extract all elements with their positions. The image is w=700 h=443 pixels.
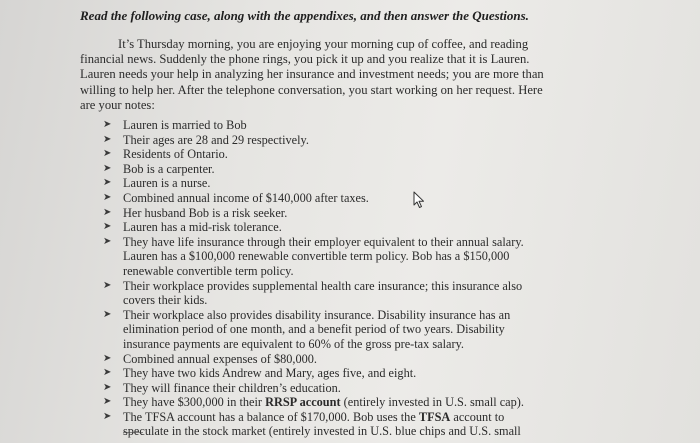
list-item <box>103 176 543 191</box>
page-heading: Read the following case, along with the appendixes, and then answer the Questions. <box>80 8 529 23</box>
mouse-pointer-icon <box>412 191 426 209</box>
arrow-bullet-icon: ➤ <box>103 191 112 203</box>
list-item <box>103 118 543 133</box>
intro-paragraph: It’s Thursday morning, you are enjoying your morning cup of coffee, and reading financial news. Suddenly the phone rings, you pick it up and you realize that it is Lauren. Lauren needs your help in analyzing her insurance and investment needs; you are more than willing to help her. After the telephone conversation, you start working on her request. Here are your notes: <box>80 37 544 112</box>
note-text: Their ages are 28 and 29 respectively. <box>123 132 309 147</box>
arrow-bullet-icon: ➤ <box>103 133 112 145</box>
note-text: Combined annual income of $140,000 after taxes. <box>123 190 369 205</box>
list-item-rrsp <box>103 395 543 410</box>
list-item-tfsa <box>103 410 543 439</box>
cut-off-text-fragment <box>123 432 143 437</box>
arrow-bullet-icon: ➤ <box>103 352 112 364</box>
list-item <box>103 352 543 367</box>
list-item <box>103 162 543 177</box>
note-text: Lauren has a mid-risk tolerance. <box>123 220 282 235</box>
list-item <box>103 191 543 206</box>
arrow-bullet-icon: ➤ <box>103 396 112 408</box>
arrow-bullet-icon: ➤ <box>103 367 112 379</box>
note-text: Lauren is married to Bob <box>123 118 247 132</box>
list-item <box>103 133 543 148</box>
note-text: They will finance their children’s education. <box>123 380 341 395</box>
list-item <box>103 147 543 162</box>
note-text-tfsa <box>123 410 521 439</box>
tfsa-text-before: The TFSA account has a balance of $170,000. Bob uses the <box>123 409 419 424</box>
list-item <box>103 235 543 279</box>
rrsp-account-bold: RRSP account <box>265 395 341 410</box>
note-text: Lauren is a nurse. <box>123 176 211 191</box>
arrow-bullet-icon: ➤ <box>103 221 112 233</box>
arrow-bullet-icon: ➤ <box>103 177 112 189</box>
rrsp-text-after: (entirely invested in U.S. small cap). <box>340 395 524 410</box>
note-text-rrsp <box>123 395 524 409</box>
note-text: They have life insurance through their employer equivalent to their annual salary. Lauren has a $100,000 renewable convertible term policy. Bob has a $150,000 renewable convertible term policy. <box>123 234 524 278</box>
arrow-bullet-icon: ➤ <box>103 148 112 160</box>
arrow-bullet-icon: ➤ <box>103 119 112 130</box>
arrow-bullet-icon: ➤ <box>103 235 112 247</box>
notes-list <box>103 118 543 439</box>
list-item <box>103 308 543 352</box>
arrow-bullet-icon: ➤ <box>103 410 112 422</box>
note-text: Her husband Bob is a risk seeker. <box>123 205 288 220</box>
arrow-bullet-icon: ➤ <box>103 206 112 218</box>
list-item <box>103 279 543 308</box>
note-text: Combined annual expenses of $80,000. <box>123 351 317 366</box>
tfsa-text-after: account to speculate in the stock market (entirely invested in U.S. blue chips and U.S. small <box>123 409 521 439</box>
note-text: They have two kids Andrew and Mary, ages five, and eight. <box>123 366 417 381</box>
arrow-bullet-icon: ➤ <box>103 308 112 320</box>
rrsp-text-before: They have $300,000 in their <box>123 395 266 410</box>
note-text: Their workplace also provides disability insurance. Disability insurance has an elimination period of one month, and a benefit period of two years. Disability insurance payments are equivalent to 60% of the gross pre-tax salary. <box>123 307 511 351</box>
arrow-bullet-icon: ➤ <box>103 162 112 174</box>
list-item <box>103 381 543 396</box>
note-text: Their workplace provides supplemental health care insurance; this insurance also covers their kids. <box>123 278 523 308</box>
note-text: Bob is a carpenter. <box>123 161 215 176</box>
list-item <box>103 366 543 381</box>
list-item <box>103 220 543 235</box>
list-item <box>103 206 543 221</box>
arrow-bullet-icon: ➤ <box>103 381 112 393</box>
tfsa-bold: TFSA <box>418 409 451 424</box>
arrow-bullet-icon: ➤ <box>103 279 112 291</box>
note-text: Residents of Ontario. <box>123 147 228 162</box>
